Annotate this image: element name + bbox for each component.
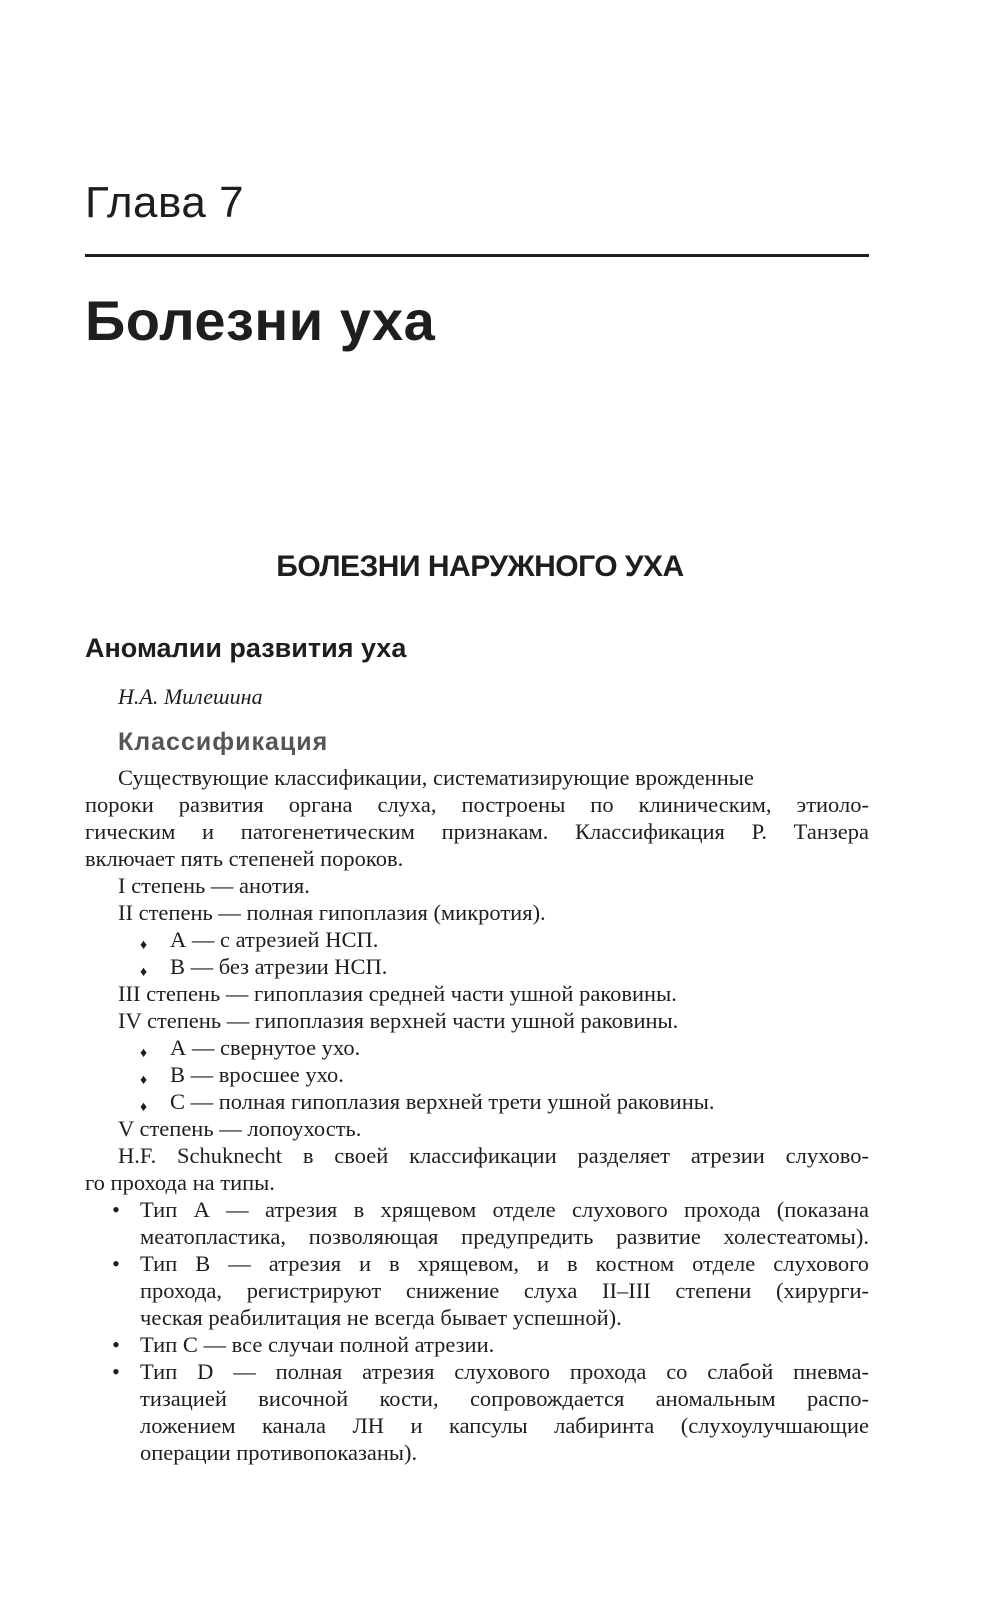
chapter-divider (85, 254, 869, 257)
list-line: прохода, регистрируют снижение слуха II–III степени (хирурги- (140, 1278, 869, 1303)
list-line: Тип D — полная атрезия слухового прохода со слабой пневма- (140, 1359, 869, 1384)
classification-heading: Классификация (118, 728, 329, 756)
chapter-title: Болезни уха (85, 289, 436, 352)
paragraph-line: Существующие классификации, систематизирующие врожденные (118, 765, 754, 790)
diamond-bullet-icon: ♦ (140, 1046, 148, 1061)
chapter-label: Глава 7 (85, 178, 245, 227)
dot-bullet-icon: • (112, 1332, 120, 1357)
subgrade-text: В — вросшее ухо. (170, 1062, 344, 1087)
paragraph-line: H.F. Schuknecht в своей классификации разделяет атрезии слухово- (118, 1143, 869, 1168)
dot-bullet-icon: • (112, 1359, 120, 1384)
dot-bullet-icon: • (112, 1197, 120, 1222)
grade-item: II степень — полная гипоплазия (микротия). (118, 900, 546, 925)
subgrade-text: С — полная гипоплазия верхней трети ушной раковины. (170, 1089, 715, 1114)
grade-item: IV степень — гипоплазия верхней части ушной раковины. (118, 1008, 679, 1033)
subgrade-text: А — с атрезией НСП. (170, 927, 379, 952)
grade-item: III степень — гипоплазия средней части ушной раковины. (118, 981, 677, 1006)
list-line: Тип В — атрезия и в хрящевом, и в костном отделе слухового (140, 1251, 869, 1276)
author-name: Н.А. Милешина (118, 684, 263, 709)
list-line: меатопластика, позволяющая предупредить развитие холестеатомы). (140, 1224, 869, 1249)
list-line: операции противопоказаны). (140, 1440, 418, 1465)
subgrade-text: В — без атрезии НСП. (170, 954, 388, 979)
list-line: Тип А — атрезия в хрящевом отделе слухового прохода (показана (140, 1197, 869, 1222)
diamond-bullet-icon: ♦ (140, 938, 148, 953)
diamond-bullet-icon: ♦ (140, 1100, 148, 1115)
paragraph-line: включает пять степеней пороков. (85, 846, 404, 871)
grade-item: V степень — лопоухость. (118, 1116, 362, 1141)
dot-bullet-icon: • (112, 1251, 120, 1276)
list-line: Тип С — все случаи полной атрезии. (140, 1332, 495, 1357)
list-line: ческая реабилитация не всегда бывает успешной). (140, 1305, 622, 1330)
subsection-heading: Аномалии развития уха (85, 633, 407, 663)
diamond-bullet-icon: ♦ (140, 965, 148, 980)
list-line: ложением канала ЛН и капсулы лабиринта (слухоулучшающие (140, 1413, 869, 1438)
paragraph-line: пороки развития органа слуха, построены по клиническим, этиоло- (85, 792, 869, 817)
diamond-bullet-icon: ♦ (140, 1073, 148, 1088)
paragraph-line: гическим и патогенетическим признакам. Классификация Р. Танзера (85, 819, 869, 844)
paragraph-line: го прохода на типы. (85, 1170, 275, 1195)
subgrade-text: А — свернутое ухо. (170, 1035, 361, 1060)
list-line: тизацией височной кости, сопровождается аномальным распо- (140, 1386, 869, 1411)
grade-item: I степень — анотия. (118, 873, 310, 898)
section-heading: БОЛЕЗНИ НАРУЖНОГО УХА (276, 550, 684, 583)
